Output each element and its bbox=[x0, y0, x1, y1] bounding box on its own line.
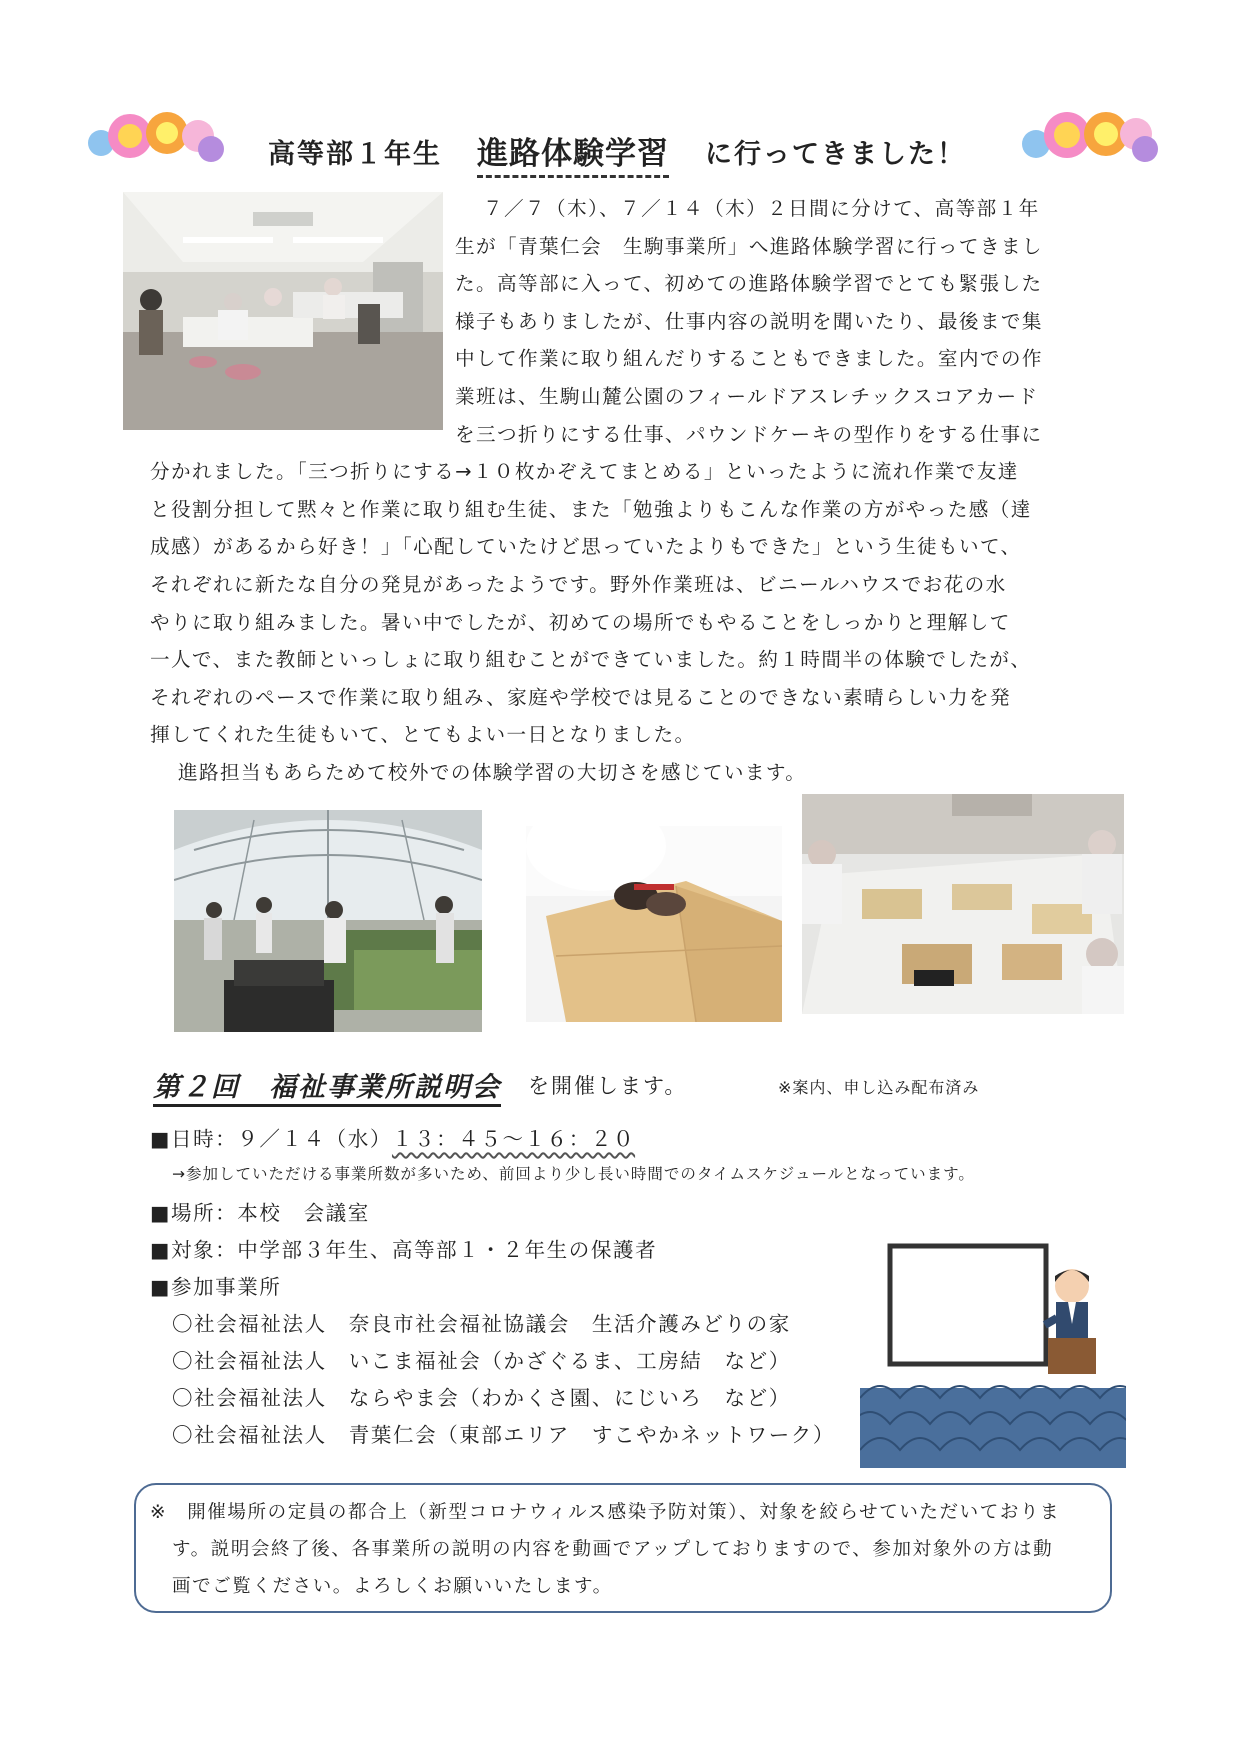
distribution-note: ※案内、申し込み配布済み bbox=[778, 1078, 980, 1097]
event-date bbox=[150, 1122, 635, 1152]
page-header bbox=[0, 120, 1240, 180]
article-line: 成感）があるから好き！」「心配していたけど思っていたよりもできた」という生徒もいて、 bbox=[150, 535, 1022, 559]
photo-paper-folding bbox=[526, 826, 782, 1022]
notice-line: 画でご覧ください。よろしくお願いいたします。 bbox=[172, 1576, 613, 1597]
presentation-illustration bbox=[860, 1238, 1126, 1468]
event-time: １３：４５～１６：２０ bbox=[391, 1127, 636, 1151]
org-item: 〇社会福祉法人 いこま福祉会（かざぐるま、工房結 など） bbox=[172, 1349, 791, 1373]
photo-indoor-work-room bbox=[123, 192, 443, 430]
event-date-note: →参加していただける事業所数が多いため、前回より少し長い時間でのタイムスケジュールとなっています。 bbox=[172, 1165, 975, 1183]
article-line: ７／７（木）、７／１４（木）２日間に分けて、高等部１年 bbox=[483, 197, 1040, 220]
title-prefix: 高等部１年生 bbox=[268, 139, 442, 170]
event-target: ■対象：中学部３年生、高等部１・２年生の保護者 bbox=[150, 1238, 658, 1262]
article-line: 進路担当もあらためて校外での体験学習の大切さを感じています。 bbox=[178, 761, 807, 784]
event-place: ■場所：本校 会議室 bbox=[150, 1201, 370, 1225]
participating-orgs-label: ■参加事業所 bbox=[150, 1275, 282, 1299]
article-line: やりに取り組みました。暑い中でしたが、初めての場所でもやることをしっかりと理解して bbox=[150, 610, 1011, 634]
article-line: と役割分担して黙々と作業に取り組む生徒、また「勉強よりもこんな作業の方がやった感（達 bbox=[150, 497, 1032, 521]
article-line: 一人で、また教師といっしょに取り組むことができていました。約１時間半の体験でしたが、 bbox=[150, 648, 1032, 672]
org-item: 〇社会福祉法人 ならやま会（わかくさ園、にじいろ など） bbox=[172, 1386, 791, 1410]
section-title: 第２回 福祉事業所説明会 bbox=[153, 1065, 501, 1107]
article-line: 様子もありましたが、仕事内容の説明を聞いたり、最後まで集 bbox=[455, 309, 1043, 333]
event-date-label: ■日時：９／１４（水） bbox=[150, 1127, 392, 1151]
org-item: 〇社会福祉法人 奈良市社会福祉協議会 生活介護みどりの家 bbox=[172, 1312, 791, 1336]
org-item: 〇社会福祉法人 青葉仁会（東部エリア すこやかネットワーク） bbox=[172, 1423, 835, 1447]
article-line: を三つ折りにする仕事、パウンドケーキの型作りをする仕事に bbox=[455, 422, 1043, 446]
article-line: 分かれました。「三つ折りにする→１０枚かぞえてまとめる」といったように流れ作業で友達 bbox=[150, 460, 1019, 484]
article-line: 生が「青葉仁会 生駒事業所」へ進路体験学習に行ってきまし bbox=[455, 234, 1043, 258]
article-line: た。高等部に入って、初めての進路体験学習でとても緊張した bbox=[455, 272, 1043, 296]
photo-table-work bbox=[802, 794, 1124, 1014]
article-line: それぞれのペースで作業に取り組み、家庭や学校では見ることのできない素晴らしい力を発 bbox=[150, 685, 1011, 709]
article-line: それぞれに新たな自分の発見があったようです。野外作業班は、ビニールハウスでお花の水 bbox=[150, 573, 1007, 596]
title-suffix: に行ってきました！ bbox=[705, 139, 966, 170]
notice-line: す。説明会終了後、各事業所の説明の内容を動画でアップしておりますので、参加対象外の方は動 bbox=[172, 1539, 1054, 1560]
article-line: 中して作業に取り組んだりすることもできました。室内での作 bbox=[455, 347, 1043, 371]
section-title-suffix: を開催します。 bbox=[528, 1074, 688, 1098]
article-line: 揮してくれた生徒もいて、とてもよい一日となりました。 bbox=[150, 723, 696, 747]
page-title: 進路体験学習 bbox=[477, 128, 669, 178]
photo-greenhouse bbox=[174, 810, 482, 1032]
notice-line: ※ 開催場所の定員の都合上（新型コロナウィルス感染予防対策）、対象を絞らせていただいておりま bbox=[150, 1502, 1061, 1523]
article-line: 業班は、生駒山麓公園のフィールドアスレチックスコアカード bbox=[455, 385, 1039, 408]
